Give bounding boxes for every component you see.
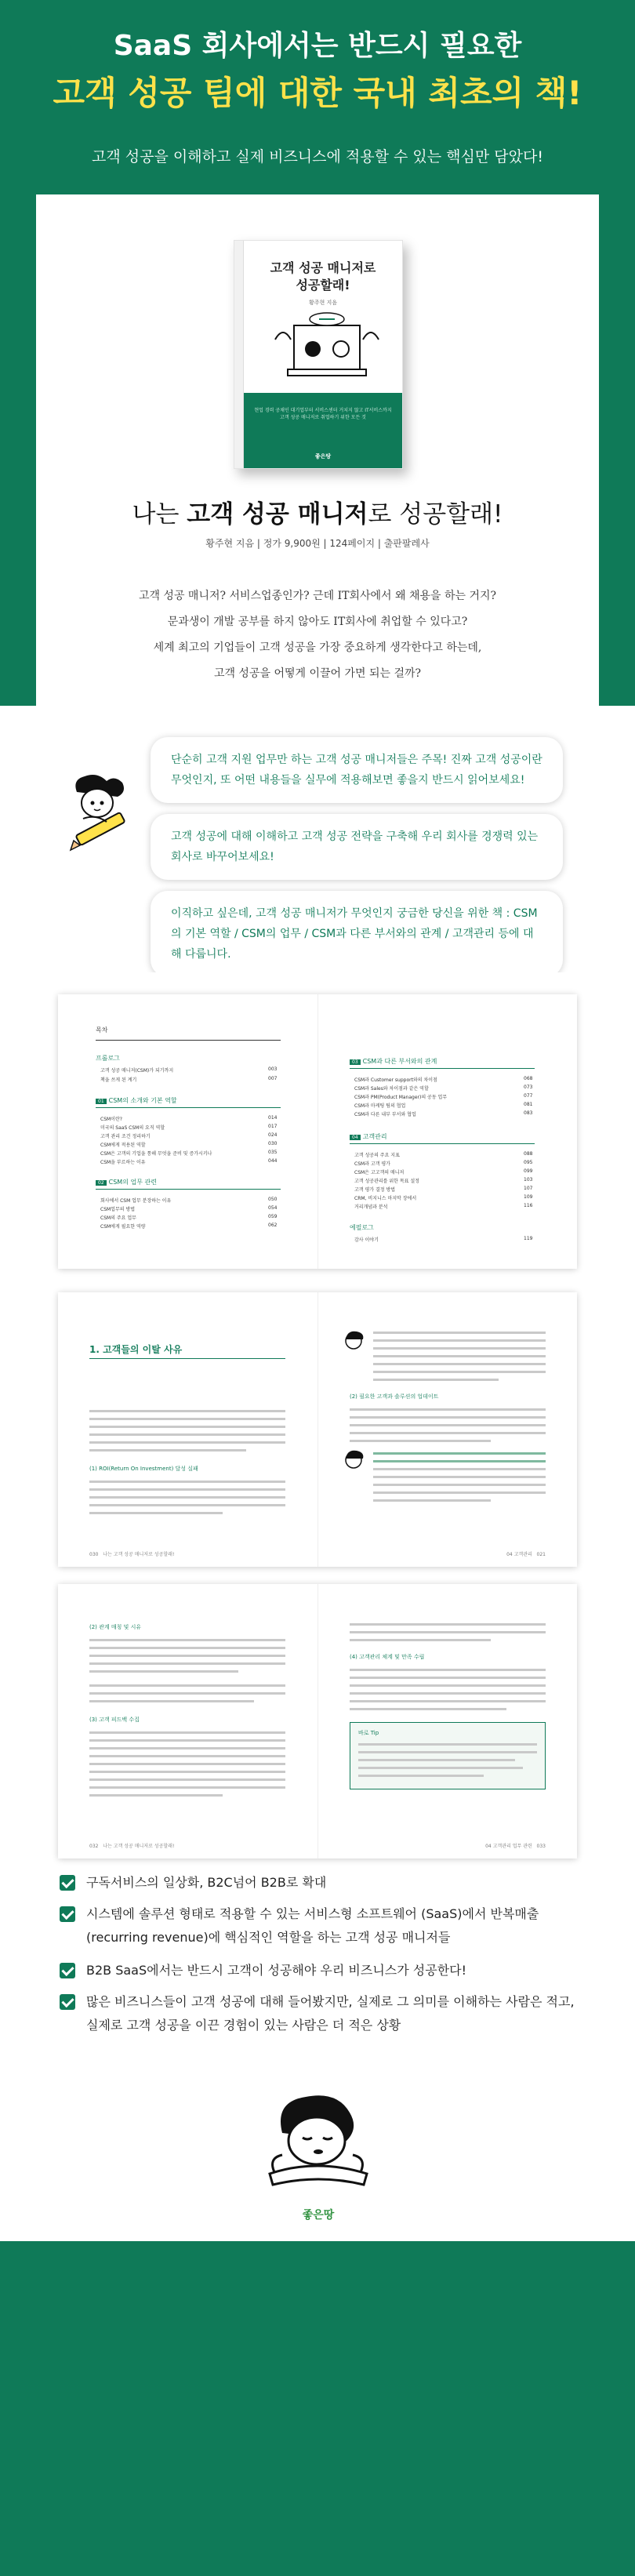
- toc-item: CRM, 비지니스 마지막 장에서: [354, 1196, 417, 1201]
- hero-section: [0, 0, 635, 706]
- toc-item: 고객 성공관리를 위한 목표 설정: [354, 1179, 419, 1184]
- book-spine: [234, 241, 244, 468]
- toc-page-number: 099: [524, 1168, 533, 1174]
- text-line: [373, 1363, 546, 1365]
- character-avatar-icon: [342, 1328, 365, 1352]
- text-line: [358, 1751, 537, 1753]
- tip-box-title: 바로 Tip: [358, 1730, 379, 1736]
- text-line: [350, 1416, 546, 1419]
- book-cover-publisher: 좋은땅: [314, 453, 332, 460]
- key-point-4: [60, 1990, 577, 2037]
- text-line: [89, 1739, 285, 1742]
- toc-page-number: 103: [524, 1177, 533, 1183]
- checkbox-icon: [60, 1906, 75, 1922]
- text-line: [350, 1440, 491, 1442]
- book-meta: 황주현 지음 | 정가 9,900원 | 124페이지 | 출판팔레사: [205, 538, 430, 549]
- toc-item: 고객 성공의 주요 지표: [354, 1153, 400, 1158]
- book-description: [36, 583, 599, 687]
- desc-line: 고객 성공 매니저? 서비스업종인가? 근데 IT회사에서 왜 채용을 하는 거지?: [138, 590, 497, 602]
- subheading: (2) 관계 매칭 및 시유: [89, 1624, 142, 1630]
- page-footer-right: [485, 1842, 546, 1849]
- toc-page-number: 050: [268, 1197, 278, 1202]
- text-line: [350, 1623, 546, 1626]
- text-line: [89, 1684, 285, 1687]
- chapter-title: CSM의 소개와 기본 역할: [108, 1097, 177, 1104]
- text-line: [89, 1426, 285, 1428]
- toc-item: CSM은 고고객의 매니저: [354, 1170, 405, 1175]
- text-line: [89, 1481, 285, 1483]
- text-line: [89, 1496, 285, 1499]
- running-title: 나는 고객 성공 매니저로 성공할래!: [103, 1844, 175, 1849]
- character-avatar-icon: [342, 1448, 365, 1471]
- text-line: [373, 1468, 546, 1470]
- checkbox-icon: [60, 1963, 75, 1978]
- section-title: 1. 고객들의 이탈 사유: [89, 1344, 183, 1355]
- chapter-title: CSM과 다른 부서와의 관계: [362, 1058, 437, 1065]
- title-pre: 나는: [132, 500, 187, 529]
- toc-page-number: 083: [524, 1110, 533, 1116]
- toc-page-number: 044: [268, 1158, 278, 1164]
- chapter-badge: 01: [96, 1099, 107, 1104]
- running-title: 04 고객관리: [506, 1552, 532, 1557]
- text-line: [89, 1410, 285, 1412]
- toc-item: 고객 성공 매니저(CSM)가 되기까지: [100, 1068, 174, 1074]
- key-point-2: [60, 1902, 577, 1949]
- running-title: 04 고객관리 업무 관련: [485, 1844, 532, 1849]
- laptop-illustration: [272, 311, 382, 387]
- content-right-page: [318, 1292, 577, 1567]
- toc-page-number: 081: [524, 1102, 533, 1107]
- key-point-text: B2B SaaS에서는 반드시 고객이 성공해야 우리 비즈니스가 성공한다!: [86, 1963, 467, 1978]
- text-line: [89, 1488, 285, 1491]
- divider: [350, 1068, 535, 1069]
- toc-page-number: 116: [524, 1203, 533, 1208]
- divider: [350, 1143, 535, 1144]
- text-line: [89, 1449, 246, 1451]
- toc-item: CSM업무의 방법: [100, 1207, 136, 1212]
- toc-item: 회사에서 CSM 업무 분장하는 이유: [100, 1198, 172, 1204]
- toc-page-number: 003: [268, 1066, 278, 1072]
- book-cover-band: [244, 393, 402, 468]
- page-number: 032: [89, 1844, 99, 1849]
- text-line: [89, 1512, 223, 1514]
- checkbox-icon: [60, 1994, 75, 2010]
- target-reader-section: [0, 706, 635, 972]
- page-footer-left: [89, 1550, 174, 1557]
- desc-line: 세계 최고의 기업들이 고객 성공을 가장 중요하게 생각한다고 하는데,: [153, 641, 482, 654]
- text-line: [350, 1424, 546, 1426]
- book-cover: [234, 240, 403, 469]
- toc-page-preview: [58, 994, 577, 1269]
- content-page-preview-2: [58, 1584, 577, 1858]
- book-tagline-1: 현업 경력 공채인 대기업부터 서비스센터 거치지 않고 IT서비스까지: [254, 408, 392, 413]
- text-line: [358, 1743, 537, 1746]
- toc-page-number: 035: [268, 1150, 278, 1155]
- text-line: [89, 1418, 285, 1420]
- key-point-text: 구독서비스의 일상화, B2C넘어 B2B로 확대: [86, 1875, 327, 1890]
- desc-line: 문과생이 개발 공부를 하지 않아도 IT회사에 취업할 수 있다고?: [167, 616, 468, 628]
- title-post: 로 성공할래!: [368, 500, 503, 529]
- text-line: [89, 1731, 285, 1734]
- toc-item: CSM과 PM(Product Manager)의 공동 업무: [354, 1095, 448, 1100]
- content-right-page: [318, 1584, 577, 1858]
- text-line: [89, 1655, 285, 1657]
- toc-item: CSM은 고객의 기업을 통해 무엇을 준비 및 증가시키나: [100, 1151, 212, 1157]
- toc-epilogue: 에필로그: [350, 1224, 374, 1231]
- text-line: [350, 1432, 546, 1434]
- text-line: [373, 1476, 546, 1478]
- book-cover-title: [244, 260, 402, 294]
- book-cover-tagline: [250, 407, 396, 421]
- page-number: 021: [536, 1552, 546, 1557]
- pencil-character-icon: [60, 768, 138, 855]
- text-line: [89, 1771, 285, 1773]
- text-line: [373, 1460, 546, 1462]
- content-left-page: [58, 1584, 318, 1858]
- hero-headline-2: 고객 성공 팀에 대한 국내 최초의 책!: [53, 74, 582, 112]
- content-page-preview-1: [58, 1292, 577, 1567]
- toc-item: 거리개념과 분석: [354, 1204, 388, 1210]
- key-point-text: 시스템에 솔루션 형태로 적용할 수 있는 서비스형 소프트웨어 (SaaS)에서 반복매출(recurring revenue)에 핵심적인 역할을 하는 고객 성공 매니저들: [86, 1906, 539, 1945]
- toc-page-number: 088: [524, 1151, 533, 1157]
- running-title: 나는 고객 성공 매니저로 성공할래!: [103, 1552, 175, 1557]
- checkbox-icon: [60, 1875, 75, 1891]
- book-title: [36, 494, 599, 529]
- toc-page-number: 014: [268, 1115, 278, 1121]
- publisher-logo: 좋은땅: [302, 2209, 335, 2222]
- toc-item: CSM의 주요 업무: [100, 1215, 136, 1221]
- toc-item: CSM이란?: [100, 1117, 122, 1122]
- hero-headline-1: SaaS 회사에서는 반드시 필요한: [113, 30, 522, 62]
- page-preview-section: [0, 972, 635, 1866]
- toc-page-number: 119: [524, 1236, 533, 1241]
- text-line: [89, 1786, 285, 1789]
- text-line: [373, 1332, 546, 1334]
- page-footer-right: [506, 1550, 546, 1557]
- toc-page-number: 109: [524, 1194, 533, 1200]
- toc-chapter-3: [350, 1057, 437, 1066]
- toc-chapter-2: [96, 1178, 157, 1186]
- tip-box: [350, 1722, 546, 1789]
- page-number: 030: [89, 1552, 99, 1557]
- text-line: [350, 1408, 546, 1411]
- text-line: [89, 1763, 285, 1765]
- hero-subtitle: 고객 성공을 이해하고 실제 비즈니스에 적용할 수 있는 핵심만 담았다!: [92, 148, 543, 165]
- text-line: [89, 1747, 285, 1749]
- text-line: [89, 1670, 238, 1673]
- toc-page-number: 030: [268, 1141, 278, 1146]
- book-title-line-1: 고객 성공 매니저로: [270, 260, 376, 275]
- toc-item: 책을 쓰게 된 계기: [100, 1077, 137, 1083]
- toc-prologue: 프롤로그: [96, 1055, 120, 1062]
- text-line: [373, 1491, 546, 1494]
- chapter-badge: 03: [350, 1059, 361, 1065]
- chapter-badge: 02: [96, 1180, 107, 1186]
- key-points-section: [0, 1866, 635, 2241]
- text-line: [358, 1775, 484, 1777]
- toc-chapter-1: [96, 1096, 177, 1105]
- divider: [96, 1040, 281, 1041]
- toc-item: 고객 관리 조건 정리하기: [100, 1134, 151, 1139]
- subheading: (1) ROI(Return On Investment) 달성 실패: [89, 1466, 198, 1472]
- text-line: [89, 1433, 285, 1436]
- desc-line: 고객 성공을 어떻게 이끌어 가면 되는 걸까?: [213, 667, 422, 680]
- book-cover-author: 황주현 지음: [308, 300, 338, 306]
- book-title-line-2: 성공할래!: [296, 278, 350, 292]
- toc-page-number: 024: [268, 1132, 278, 1138]
- toc-page-number: 054: [268, 1205, 278, 1211]
- key-point-1: [60, 1871, 577, 1895]
- page-footer-left: [89, 1842, 174, 1849]
- speech-bubble-1: 단순히 고객 지원 업무만 하는 고객 성공 매니저들은 주목! 진짜 고객 성공이란 무엇인지, 또 어떤 내용들을 실무에 적용해보면 좋을지 반드시 읽어보세요!: [151, 737, 563, 803]
- text-line: [89, 1662, 285, 1665]
- toc-item: CSM을 부르하는 이유: [100, 1160, 146, 1165]
- page-number: 033: [536, 1844, 546, 1849]
- text-line: [350, 1639, 491, 1641]
- text-line: [89, 1647, 285, 1649]
- chapter-badge: 04: [350, 1135, 361, 1140]
- subheading: (4) 고객관리 체계 및 만족 수립: [350, 1654, 425, 1660]
- text-line: [89, 1504, 285, 1506]
- toc-item: CSM에게 적용된 역할: [100, 1143, 146, 1148]
- key-point-3: [60, 1959, 577, 1982]
- toc-item: CSM과 Customer support와의 차이점: [354, 1077, 437, 1083]
- text-line: [373, 1379, 499, 1381]
- text-line: [373, 1452, 546, 1455]
- toc-item: 미국의 SaaS CSM의 요직 역할: [100, 1125, 165, 1131]
- speech-bubble-3: 이직하고 싶은데, 고객 성공 매니저가 무엇인지 궁금한 당신을 위한 책 : CSM의 기본 역할 / CSM의 업무 / CSM과 다른 부서와의 관계 / 고객관리 등에 대해 다룹니다.: [151, 891, 563, 972]
- text-line: [373, 1339, 546, 1342]
- subheading: (2) 필요한 고객과 솔루션의 업데이트: [350, 1393, 439, 1400]
- text-line: [358, 1767, 523, 1769]
- toc-left-page: [58, 994, 318, 1269]
- toc-item: CSM과 마케팅 팀의 협업: [354, 1103, 406, 1109]
- text-line: [350, 1631, 546, 1633]
- toc-item: CSM과 고객 평가: [354, 1161, 390, 1167]
- text-line: [89, 1794, 223, 1797]
- toc-chapter-4: [350, 1132, 387, 1141]
- toc-item: 고객 평가 결정 방법: [354, 1187, 396, 1193]
- text-line: [89, 1778, 285, 1781]
- toc-page-number: 095: [524, 1160, 533, 1165]
- book-info-card: [36, 194, 599, 706]
- toc-item: CSM에게 필요한 역량: [100, 1224, 146, 1230]
- text-line: [350, 1684, 546, 1687]
- text-line: [358, 1759, 515, 1761]
- text-line: [89, 1755, 285, 1757]
- toc-page-number: 059: [268, 1214, 278, 1219]
- text-line: [373, 1371, 546, 1373]
- toc-heading: 목차: [96, 1026, 108, 1034]
- chapter-title: 고객관리: [362, 1133, 387, 1140]
- text-line: [89, 1700, 254, 1702]
- toc-item: CSM과 다른 내부 부서와 협업: [354, 1112, 416, 1117]
- key-point-text: 많은 비즈니스들이 고객 성공에 대해 들어봤지만, 실제로 그 의미를 이해하는 사람은 적고, 실제로 고객 성공을 이끈 경험이 있는 사람은 더 적은 상황: [86, 1994, 575, 2033]
- divider: [89, 1358, 285, 1359]
- speech-bubble-2: 고객 성공에 대해 이해하고 고객 성공 전략을 구축해 우리 회사를 경쟁력 있는 회사로 바꾸어보세요!: [151, 814, 563, 880]
- toc-page-number: 017: [268, 1124, 278, 1129]
- toc-item: 감사 이야기: [354, 1237, 379, 1243]
- toc-page-number: 107: [524, 1186, 533, 1191]
- toc-right-page: [318, 994, 577, 1269]
- text-line: [350, 1669, 546, 1671]
- text-line: [350, 1708, 506, 1710]
- toc-page-number: 068: [524, 1076, 533, 1081]
- tired-character-icon: [259, 2086, 376, 2196]
- toc-page-number: 073: [524, 1085, 533, 1090]
- toc-page-number: 077: [524, 1093, 533, 1099]
- chapter-title: CSM의 업무 관련: [108, 1179, 157, 1186]
- title-bold: 고객 성공 매니저: [187, 500, 368, 529]
- divider: [96, 1189, 281, 1190]
- text-line: [350, 1677, 546, 1679]
- divider: [96, 1107, 281, 1108]
- text-line: [350, 1700, 546, 1702]
- text-line: [373, 1484, 546, 1486]
- text-line: [373, 1347, 546, 1350]
- text-line: [373, 1355, 546, 1357]
- book-tagline-2: 고객 성공 매니저로 취업하기 위한 모든 것: [280, 415, 366, 420]
- text-line: [350, 1692, 546, 1695]
- text-line: [89, 1639, 285, 1641]
- toc-item: CSM과 Sales와 차이점과 같은 역할: [354, 1086, 429, 1092]
- text-line: [89, 1441, 285, 1444]
- toc-page-number: 007: [268, 1076, 278, 1081]
- content-left-page: [58, 1292, 318, 1567]
- text-line: [89, 1692, 285, 1695]
- toc-page-number: 062: [268, 1223, 278, 1228]
- text-line: [373, 1499, 491, 1502]
- subheading: (3) 고객 피드백 수집: [89, 1717, 140, 1723]
